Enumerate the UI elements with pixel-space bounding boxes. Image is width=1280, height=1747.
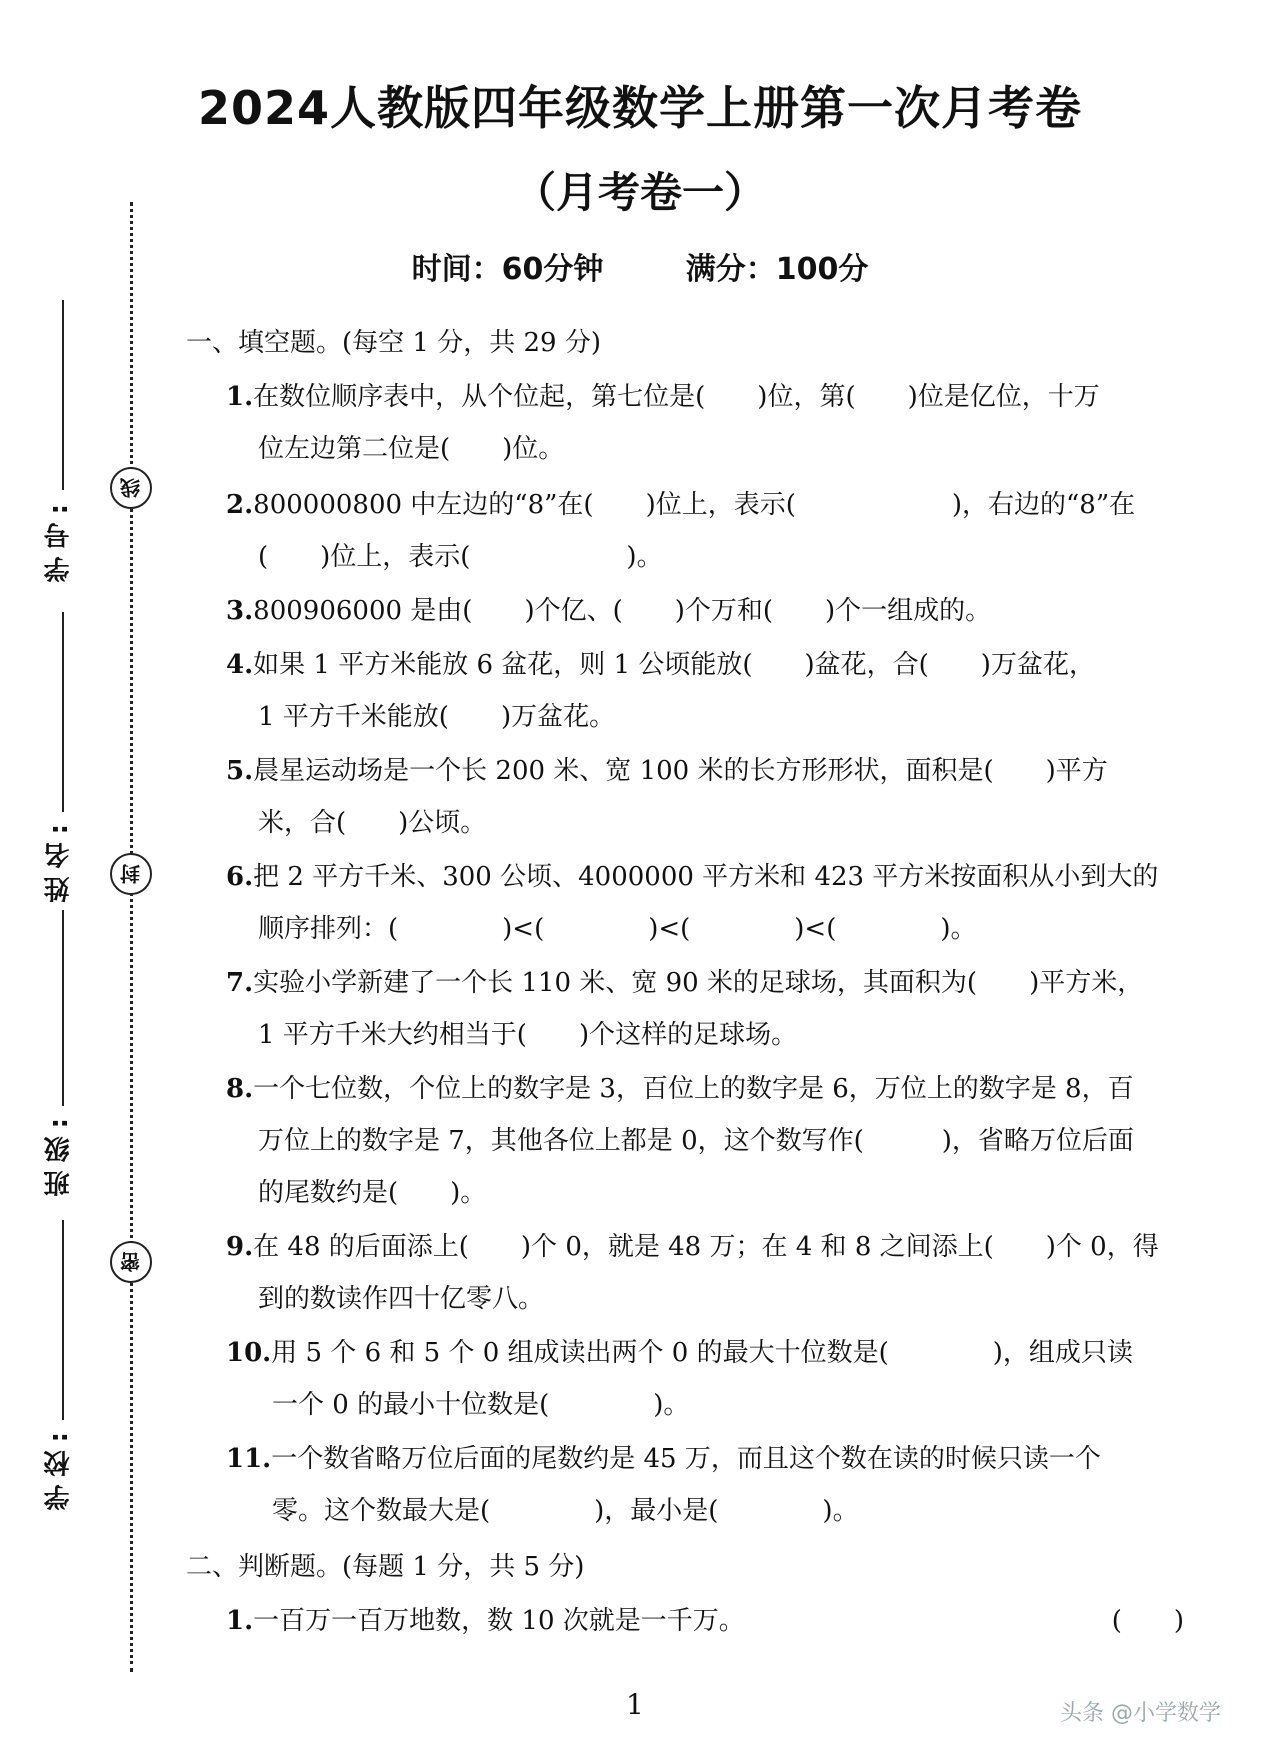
question-text: 800906000 是由( )个亿、( )个万和( )个一组成的。 [253,596,992,626]
section-heading-fill-blank: 一、填空题。(每空 1 分，共 29 分) [186,328,601,358]
question-4 [226,644,1095,681]
field-label-student-id: 学号: [44,496,74,583]
question-number: 5. [226,756,254,786]
question-number: 1. [226,1606,254,1636]
tf-answer-box[interactable]: ( ) [1111,1606,1184,1636]
question-text: 如果 1 平方米能放 6 盆花，则 1 公顷能放( )盆花，合( )万盆花， [253,650,1095,680]
question-7 [226,962,1143,999]
question-number: 10. [226,1338,272,1368]
tf-question-1 [226,1600,745,1637]
question-number: 6. [226,862,254,892]
field-line-name[interactable] [62,612,64,812]
question-text: 在 48 的后面添上( )个 0，就是 48 万；在 4 和 8 之间添上( )个 0，得 [253,1232,1159,1262]
exam-time: 时间：60分钟 [411,252,604,287]
question-8-cont: 万位上的数字是 7，其他各位上都是 0，这个数写作( )，省略万位后面 [258,1126,1134,1156]
page-subtitle: （月考卷一） [513,168,766,217]
question-5 [226,750,1108,787]
question-10 [226,1332,1133,1369]
section-heading-true-false: 二、判断题。(每题 1 分，共 5 分) [186,1552,585,1582]
question-number: 11. [226,1444,272,1474]
seal-mark-xian: 线 [110,467,152,509]
question-2-cont: ( )位上，表示( )。 [258,542,663,572]
exam-score: 满分：100分 [685,252,869,287]
question-3 [226,590,991,627]
question-text: 800000800 中左边的“8”在( )位上，表示( )，右边的“8”在 [253,490,1136,520]
question-1-cont: 位左边第二位是( )位。 [258,434,565,464]
question-text: 一个七位数，个位上的数字是 3，百位上的数字是 6，万位上的数字是 8，百 [253,1074,1134,1104]
question-8 [226,1068,1134,1105]
question-text: 一百万一百万地数，数 10 次就是一千万。 [253,1606,745,1636]
question-number: 4. [226,650,254,680]
field-line-student-id[interactable] [62,300,64,490]
page-number: 1 [626,1688,644,1721]
question-7-cont: 1 平方千米大约相当于( )个这样的足球场。 [258,1020,798,1050]
question-text: 一个数省略万位后面的尾数约是 45 万，而且这个数在读的时候只读一个 [271,1444,1101,1474]
question-number: 2. [226,490,254,520]
question-11 [226,1438,1101,1475]
field-label-class: 班级: [44,1110,74,1197]
watermark: 头条 @小学数学 [1060,1701,1221,1726]
question-number: 7. [226,968,254,998]
page-title: 2024人教版四年级数学上册第一次月考卷 [197,81,1083,135]
question-1 [226,376,1100,413]
question-text: 用 5 个 6 和 5 个 0 组成读出两个 0 的最大十位数是( )，组成只读 [271,1338,1133,1368]
question-4-cont: 1 平方千米能放( )万盆花。 [258,702,616,732]
question-9-cont: 到的数读作四十亿零八。 [258,1284,545,1314]
question-11-cont: 零。这个数最大是( )，最小是( )。 [272,1496,859,1526]
question-8-cont-2: 的尾数约是( )。 [258,1178,487,1208]
question-text: 晨星运动场是一个长 200 米、宽 100 米的长方形形状，面积是( )平方 [253,756,1108,786]
question-5-cont: 米，合( )公顷。 [258,808,487,838]
question-text: 在数位顺序表中，从个位起，第七位是( )位，第( )位是亿位，十万 [253,382,1100,412]
question-number: 3. [226,596,254,626]
question-10-cont: 一个 0 的最小十位数是( )。 [272,1390,690,1420]
field-line-school[interactable] [62,1220,64,1420]
question-number: 1. [226,382,254,412]
question-number: 9. [226,1232,254,1262]
field-label-school: 学校: [44,1424,74,1511]
field-line-class[interactable] [62,910,64,1106]
seal-mark-feng: 封 [110,853,152,895]
question-6-cont: 顺序排列：( )<( )<( )<( )。 [258,914,977,944]
question-2 [226,484,1135,521]
question-text: 实验小学新建了一个长 110 米、宽 90 米的足球场，其面积为( )平方米， [253,968,1144,998]
question-6 [226,856,1158,893]
seal-mark-mi: 密 [110,1241,152,1283]
exam-meta [0,244,1280,288]
binding-dotted-line [130,202,133,1672]
field-label-name: 姓名: [44,816,74,903]
question-number: 8. [226,1074,254,1104]
question-text: 把 2 平方千米、300 公顷、4000000 平方米和 423 平方米按面积从小到大的 [253,862,1159,892]
question-9 [226,1226,1159,1263]
